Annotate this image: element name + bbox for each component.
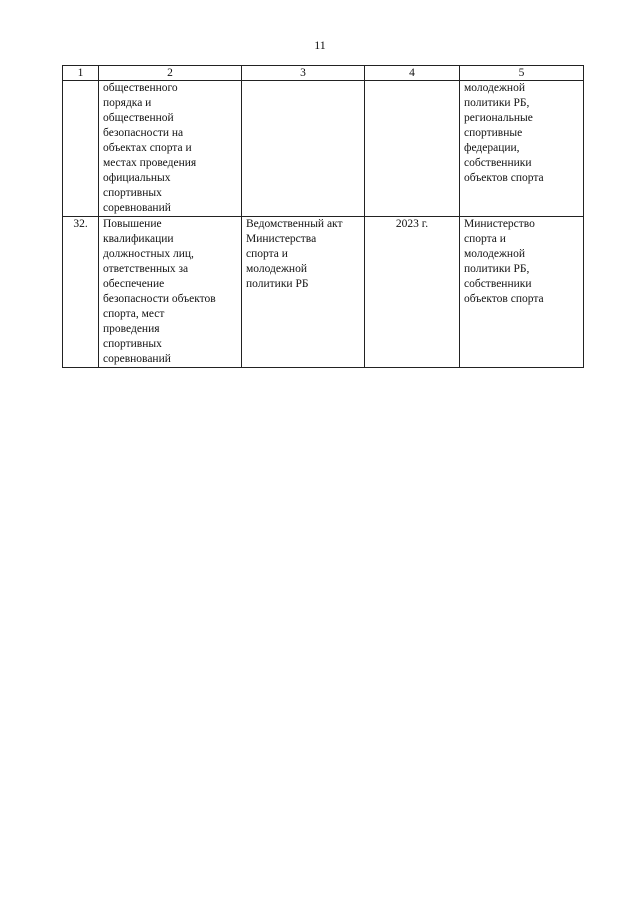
document-cell-line: спорта и [246, 248, 288, 260]
document-cell-line: Ведомственный акт [246, 218, 343, 230]
deadline-cell: 2023 г. [365, 217, 460, 368]
measure-cell-line: общественной [103, 112, 174, 124]
executors-cell-line: молодежной [464, 248, 525, 260]
column-header-2: 2 [99, 66, 242, 81]
measure-cell-line: спортивных [103, 338, 162, 350]
page-number: 11 [314, 38, 326, 52]
executors-cell-line: политики РБ, [464, 97, 530, 109]
measure-cell-line: обеспечение [103, 278, 165, 290]
executors-cell-line: политики РБ, [464, 263, 530, 275]
document-cell [242, 81, 365, 217]
executors-cell-line: региональные [464, 112, 533, 124]
executors-cell-line: Министерство [464, 218, 535, 230]
measure-cell-line: безопасности на [103, 127, 184, 139]
executors-cell-line: молодежной [464, 82, 525, 94]
executors-cell-line: собственники [464, 278, 532, 290]
document-cell [242, 217, 365, 368]
measure-cell-line: безопасности объектов [103, 293, 216, 305]
document-cell-line: политики РБ [246, 278, 309, 290]
executors-cell-line: спорта и [464, 233, 506, 245]
executors-cell [460, 81, 584, 217]
executors-cell-line: спортивные [464, 127, 523, 139]
executors-cell [460, 217, 584, 368]
row-number-cell: 32. [63, 217, 99, 368]
measure-cell-line: местах проведения [103, 157, 197, 169]
table-header-row [63, 66, 584, 81]
measure-cell [99, 217, 242, 368]
measure-cell-line: соревнований [103, 353, 171, 365]
column-header-1: 1 [63, 66, 99, 81]
column-header-5: 5 [460, 66, 584, 81]
table-row [63, 217, 584, 368]
measure-cell-line: порядка и [103, 97, 152, 109]
measures-table [62, 65, 584, 368]
measure-cell-line: соревнований [103, 202, 171, 214]
measure-cell-line: спорта, мест [103, 308, 165, 320]
executors-cell-line: объектов спорта [464, 293, 544, 305]
table-row [63, 81, 584, 217]
executors-cell-line: собственники [464, 157, 532, 169]
measure-cell-line: ответственных за [103, 263, 189, 275]
document-cell-line: молодежной [246, 263, 307, 275]
deadline-cell [365, 81, 460, 217]
measure-cell-line: спортивных [103, 187, 162, 199]
measure-cell-line: объектах спорта и [103, 142, 192, 154]
document-cell-line: Министерства [246, 233, 317, 245]
measure-cell-line: Повышение [103, 218, 162, 230]
measure-cell-line: официальных [103, 172, 171, 184]
executors-cell-line: федерации, [464, 142, 520, 154]
row-number-cell [63, 81, 99, 217]
table-body [63, 81, 584, 368]
measure-cell-line: проведения [103, 323, 160, 335]
measure-cell-line: должностных лиц, [103, 248, 194, 260]
column-header-3: 3 [242, 66, 365, 81]
measure-cell [99, 81, 242, 217]
measure-cell-line: общественного [103, 82, 178, 94]
executors-cell-line: объектов спорта [464, 172, 544, 184]
column-header-4: 4 [365, 66, 460, 81]
measure-cell-line: квалификации [103, 233, 174, 245]
